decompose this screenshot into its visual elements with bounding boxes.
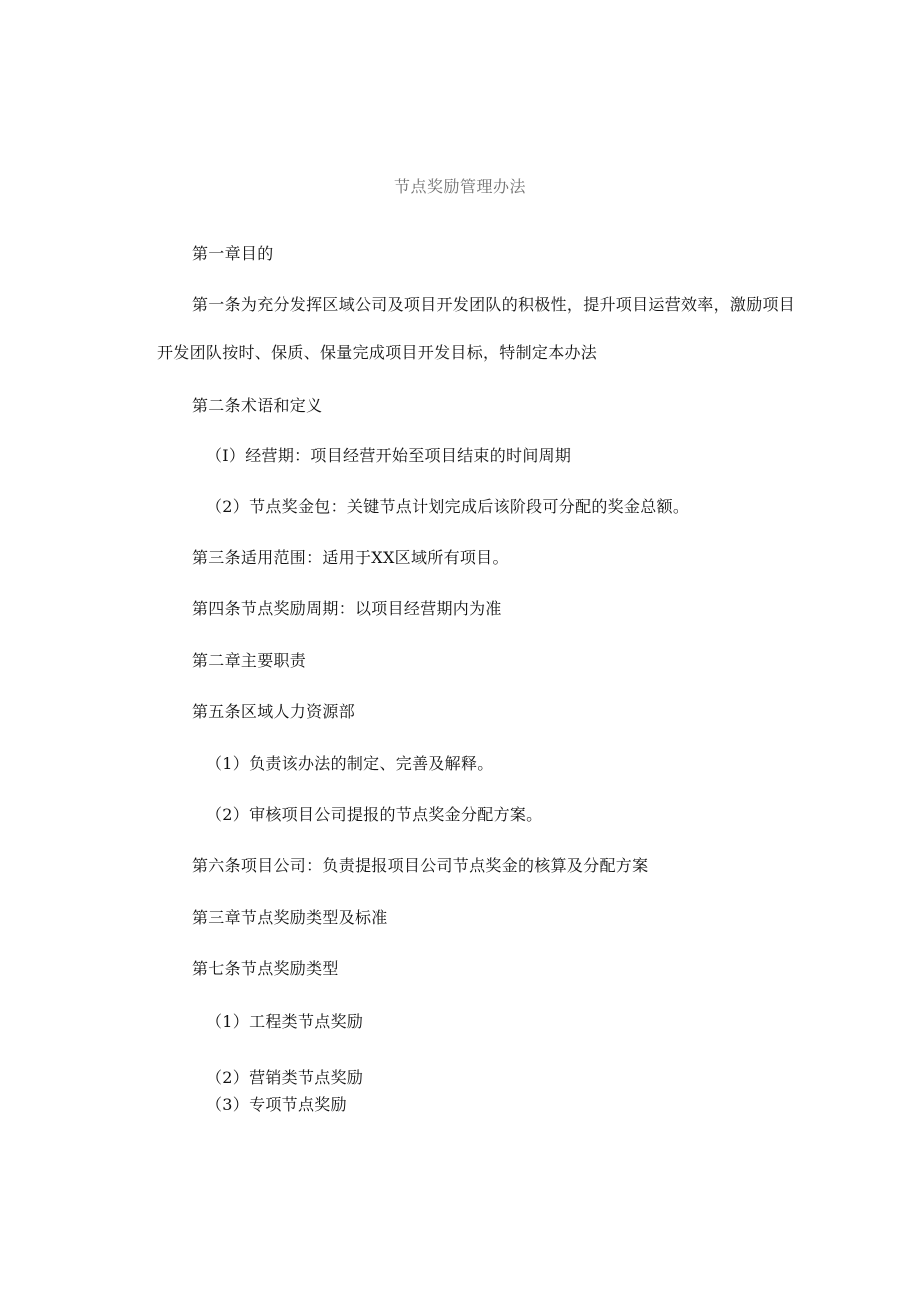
article-7-item-2: （2）营销类节点奖励 [206,1068,364,1087]
article-7-item-3: （3）专项节点奖励 [206,1095,347,1114]
article-5-item-2: （2）审核项目公司提报的节点奖金分配方案。 [206,805,543,824]
article-5-heading: 第五条区域人力资源部 [192,702,356,721]
article-1-line-1: 第一条为充分发挥区域公司及项目开发团队的积极性，提升项目运营效率，激励项目 [192,295,796,314]
chapter-3-heading: 第三章节点奖励类型及标准 [192,908,388,927]
article-7-heading: 第七条节点奖励类型 [192,959,339,978]
article-2-item-2: （2）节点奖金包：关键节点计划完成后该阶段可分配的奖金总额。 [206,497,690,516]
chapter-2-heading: 第二章主要职责 [192,651,307,670]
article-2-heading: 第二条术语和定义 [192,396,323,415]
article-2-item-1: （I）经营期：项目经营开始至项目结束的时间周期 [206,446,572,465]
article-3: 第三条适用范围：适用于XX区域所有项目。 [192,548,509,567]
document-title: 节点奖励管理办法 [393,177,526,196]
article-1-line-2: 开发团队按时、保质、保量完成项目开发目标，特制定本办法 [157,343,598,362]
chapter-1-heading: 第一章目的 [192,244,274,263]
article-4: 第四条节点奖励周期：以项目经营期内为准 [192,599,502,618]
article-5-item-1: （1）负责该办法的制定、完善及解释。 [206,754,494,773]
article-7-item-1: （1）工程类节点奖励 [206,1012,364,1031]
article-6: 第六条项目公司：负责提报项目公司节点奖金的核算及分配方案 [192,856,649,875]
